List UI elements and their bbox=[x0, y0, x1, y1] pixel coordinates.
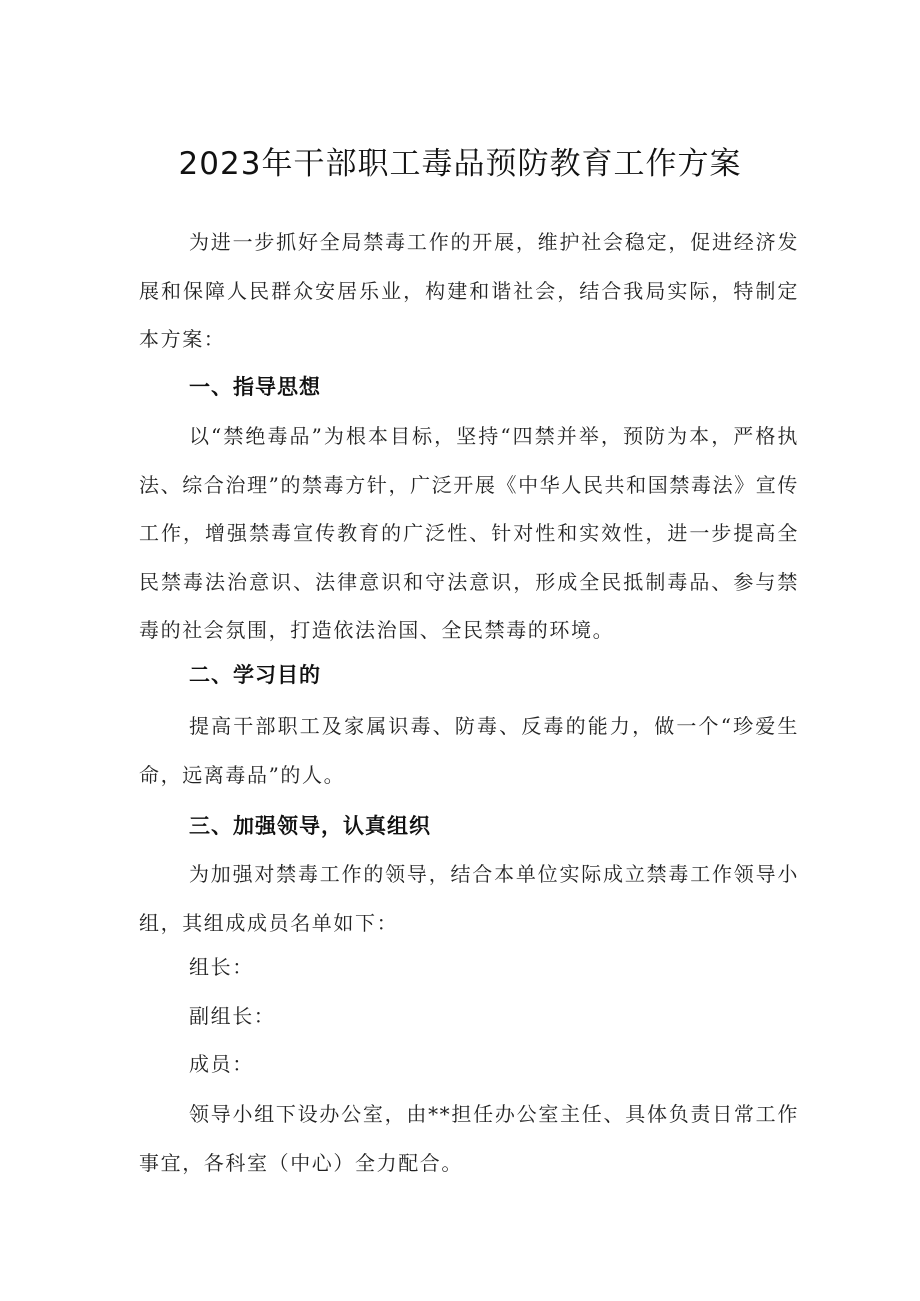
section-heading-learning-purpose: 二、学习目的 bbox=[189, 663, 321, 687]
section-body-guiding-ideology: 以“禁绝毒品”为根本目标，坚持“四禁并举，预防为本，严格执法、综合治理”的禁毒方针，广泛开展《中华人民共和国禁毒法》宣传工作，增强禁毒宣传教育的广泛性、针对性和实效性，进一步提高全民禁毒法治意识、法律意识和守法意识，形成全民抵制毒品、参与禁毒的社会氛围，打造依法治国、全民禁毒的环境。 bbox=[139, 424, 799, 643]
section-body-learning-purpose: 提高干部职工及家属识毒、防毒、反毒的能力，做一个“珍爱生命，远离毒品”的人。 bbox=[139, 714, 799, 787]
document-title: 2023年干部职工毒品预防教育工作方案 bbox=[178, 146, 742, 182]
leader-line: 组长： bbox=[189, 955, 254, 979]
members-line: 成员： bbox=[189, 1052, 254, 1076]
deputy-leader-line: 副组长： bbox=[189, 1004, 276, 1028]
section-body-leadership: 为加强对禁毒工作的领导，结合本单位实际成立禁毒工作领导小组，其组成成员名单如下： bbox=[139, 862, 799, 935]
section-heading-leadership: 三、加强领导，认真组织 bbox=[189, 814, 431, 838]
office-paragraph: 领导小组下设办公室，由**担任办公室主任、具体负责日常工作事宜，各科室（中心）全力配合。 bbox=[139, 1102, 799, 1175]
section-heading-guiding-ideology: 一、指导思想 bbox=[189, 375, 321, 399]
intro-paragraph: 为进一步抓好全局禁毒工作的开展，维护社会稳定，促进经济发展和保障人民群众安居乐业，构建和谐社会，结合我局实际，特制定本方案： bbox=[139, 230, 799, 352]
